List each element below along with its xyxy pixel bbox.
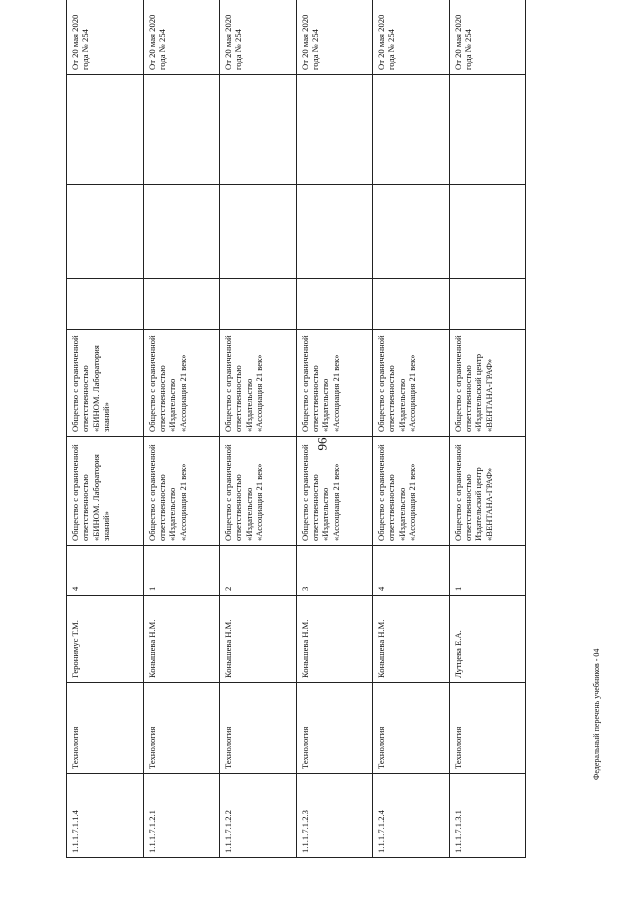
table-row (220, 0, 297, 858)
cell-order: От 20 мая 2020 года № 254 (296, 0, 373, 75)
cell-publisher: Общество с ограниченной ответственностью «Издательство «Ассоциация 21 век» (143, 437, 220, 546)
cell-subject: Технология (220, 683, 297, 774)
cell-publisher: Общество с ограниченной ответственностью «Издательство «Ассоциация 21 век» (220, 437, 297, 546)
cell-empty-1 (67, 279, 144, 330)
cell-publisher: Общество с ограниченной ответственностью Издательский центр «ВЕНТАНА-ГРАФ» (449, 437, 526, 546)
cell-empty-1 (373, 279, 450, 330)
cell-subject: Технология (143, 683, 220, 774)
page-footer (592, 648, 602, 790)
textbook-table-container (66, 14, 526, 858)
cell-publisher-2: Общество с ограниченной ответственностью «Издательство «Ассоциация 21 век» (296, 330, 373, 437)
cell-publisher-2: Общество с ограниченной ответственностью «Издательский центр «ВЕНТАНА-ГРАФ» (449, 330, 526, 437)
cell-empty-3 (143, 75, 220, 185)
cell-empty-2 (449, 185, 526, 279)
cell-order: От 20 мая 2020 года № 254 (373, 0, 450, 75)
cell-order: От 20 мая 2020 года № 254 (143, 0, 220, 75)
cell-code: 1.1.1.7.1.1.4 (67, 774, 144, 858)
cell-code: 1.1.1.7.1.2.2 (220, 774, 297, 858)
cell-empty-2 (296, 185, 373, 279)
cell-empty-3 (449, 75, 526, 185)
table-row (373, 0, 450, 858)
textbook-table (66, 0, 526, 858)
cell-author: Конышева Н.М. (143, 596, 220, 683)
cell-publisher: Общество с ограниченной ответственностью «БИНОМ. Лаборатория знаний» (67, 437, 144, 546)
cell-grade: 1 (143, 546, 220, 596)
cell-author: Конышева Н.М. (220, 596, 297, 683)
cell-empty-3 (67, 75, 144, 185)
cell-empty-1 (296, 279, 373, 330)
cell-empty-3 (296, 75, 373, 185)
cell-author: Конышева Н.М. (296, 596, 373, 683)
cell-publisher: Общество с ограниченной ответственностью «Издательство «Ассоциация 21 век» (373, 437, 450, 546)
cell-subject: Технология (296, 683, 373, 774)
table-row (449, 0, 526, 858)
cell-empty-3 (373, 75, 450, 185)
cell-empty-1 (143, 279, 220, 330)
page-number: 96 (314, 437, 330, 451)
cell-code: 1.1.1.7.1.3.1 (449, 774, 526, 858)
cell-code: 1.1.1.7.1.2.4 (373, 774, 450, 858)
cell-empty-2 (373, 185, 450, 279)
cell-empty-2 (143, 185, 220, 279)
cell-grade: 3 (296, 546, 373, 596)
cell-code: 1.1.1.7.1.2.3 (296, 774, 373, 858)
cell-empty-2 (220, 185, 297, 279)
cell-publisher-2: Общество с ограниченной ответственностью «Издательство «Ассоциация 21 век» (373, 330, 450, 437)
table-row (296, 0, 373, 858)
cell-order: От 20 мая 2020 года № 254 (449, 0, 526, 75)
table-row (67, 0, 144, 858)
cell-grade: 4 (67, 546, 144, 596)
cell-subject: Технология (449, 683, 526, 774)
cell-code: 1.1.1.7.1.2.1 (143, 774, 220, 858)
cell-empty-1 (220, 279, 297, 330)
cell-publisher: Общество с ограниченной ответственностью «Издательство «Ассоциация 21 век» (296, 437, 373, 546)
cell-grade: 1 (449, 546, 526, 596)
footer-text: Федеральный перечень учебников - 04 (592, 648, 601, 780)
cell-grade: 4 (373, 546, 450, 596)
cell-subject: Технология (373, 683, 450, 774)
cell-order: От 20 мая 2020 года № 254 (67, 0, 144, 75)
cell-publisher-2: Общество с ограниченной ответственностью «Издательство «Ассоциация 21 век» (143, 330, 220, 437)
cell-empty-3 (220, 75, 297, 185)
cell-author: Лутцева Е.А. (449, 596, 526, 683)
cell-empty-1 (449, 279, 526, 330)
cell-publisher-2: Общество с ограниченной ответственностью «Издательство «Ассоциация 21 век» (220, 330, 297, 437)
cell-author: Геронимус Т.М. (67, 596, 144, 683)
cell-subject: Технология (67, 683, 144, 774)
cell-grade: 2 (220, 546, 297, 596)
cell-order: От 20 мая 2020 года № 254 (220, 0, 297, 75)
cell-publisher-2: Общество с ограниченной ответственностью «БИНОМ. Лаборатория знаний» (67, 330, 144, 437)
cell-empty-2 (67, 185, 144, 279)
cell-author: Конышева Н.М. (373, 596, 450, 683)
table-row (143, 0, 220, 858)
